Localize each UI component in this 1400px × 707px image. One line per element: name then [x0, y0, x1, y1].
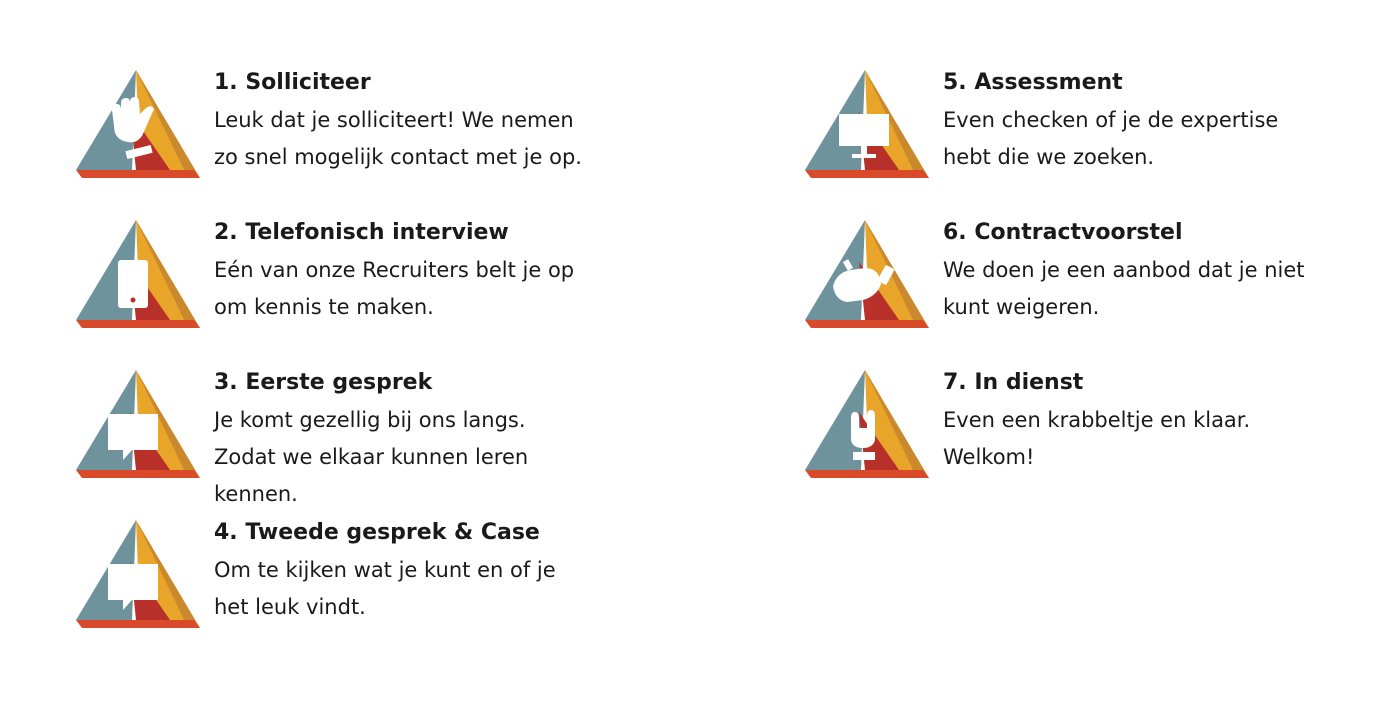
description-line: Welkom! [943, 445, 1035, 469]
step-title: 5. Assessment [943, 70, 1123, 95]
step-title: 2. Telefonisch interview [214, 220, 509, 245]
description-line: Leuk dat je solliciteert! We nemen [214, 108, 574, 132]
description-line: Even checken of je de expertise [943, 108, 1279, 132]
step-title: 6. Contractvoorstel [943, 220, 1183, 245]
description-line: Zodat we elkaar kunnen leren [214, 445, 529, 469]
step-description [943, 402, 1373, 476]
phone-icon [76, 220, 200, 332]
description-line: Je komt gezellig bij ons langs. [214, 408, 526, 432]
handshake-icon [805, 220, 929, 332]
step-title: 4. Tweede gesprek & Case [214, 520, 540, 545]
step-description [214, 252, 644, 326]
step-description [214, 402, 644, 513]
step-title: 1. Solliciteer [214, 70, 371, 95]
step-description [214, 102, 644, 176]
description-line: om kennis te maken. [214, 295, 434, 319]
description-line: kunt weigeren. [943, 295, 1100, 319]
description-line: kennen. [214, 482, 298, 506]
speech-bubble-icon [76, 370, 200, 482]
step-description [943, 252, 1373, 326]
description-line: hebt die we zoeken. [943, 145, 1155, 169]
description-line: Even een krabbeltje en klaar. [943, 408, 1251, 432]
description-line: We doen je een aanbod dat je niet [943, 258, 1305, 282]
description-line: zo snel mogelijk contact met je op. [214, 145, 582, 169]
monitor-icon [805, 70, 929, 182]
description-line: het leuk vindt. [214, 595, 366, 619]
step-title: 3. Eerste gesprek [214, 370, 433, 395]
description-line: Eén van onze Recruiters belt je op [214, 258, 575, 282]
waving-hand-icon [76, 70, 200, 182]
description-line: Om te kijken wat je kunt en of je [214, 558, 556, 582]
step-description [214, 552, 644, 626]
step-title: 7. In dienst [943, 370, 1084, 395]
step-description [943, 102, 1373, 176]
rock-hand-icon [805, 370, 929, 482]
speech-bubble-icon [76, 520, 200, 632]
